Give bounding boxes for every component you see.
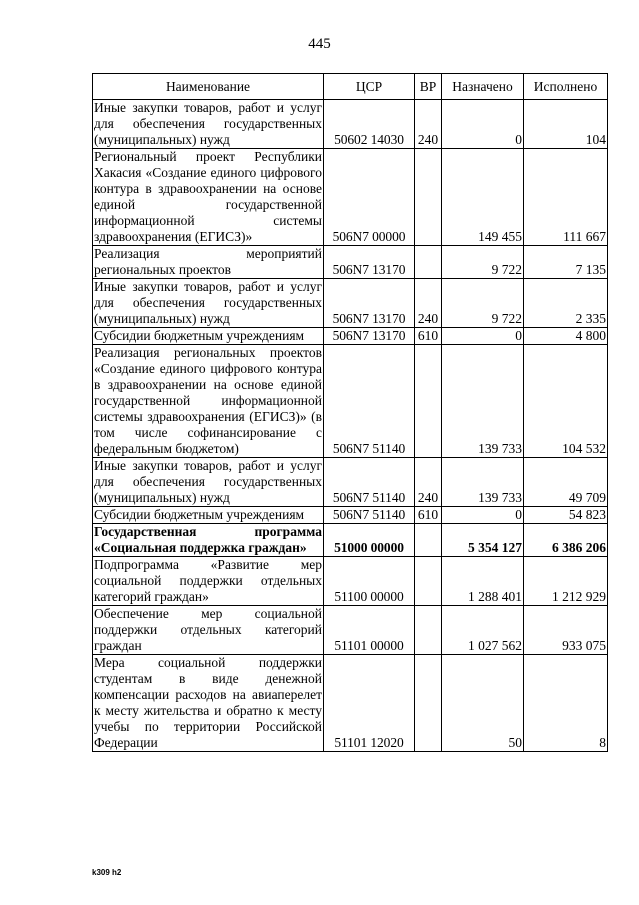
table-row [93, 458, 608, 507]
row-executed: 4 800 [524, 328, 608, 345]
row-csr: 506N7 00000 [324, 149, 415, 246]
row-executed: 49 709 [524, 458, 608, 507]
row-name: Иные закупки товаров, работ и услуг для обеспечения государственных (муниципальных) нужд [94, 279, 322, 326]
row-csr: 51101 00000 [324, 606, 415, 655]
row-vr [415, 606, 442, 655]
row-csr: 51100 00000 [324, 557, 415, 606]
row-name: Субсидии бюджетным учреждениям [93, 507, 324, 524]
row-executed: 6 386 206 [524, 524, 608, 557]
table-header-row [93, 74, 608, 100]
row-executed: 111 667 [524, 149, 608, 246]
table-row [93, 328, 608, 345]
row-name: Субсидии бюджетным учреждениям [93, 328, 324, 345]
row-vr: 240 [415, 100, 442, 149]
row-name: Реализация мероприятий региональных проектов [94, 246, 322, 277]
row-vr: 240 [415, 458, 442, 507]
row-executed: 54 823 [524, 507, 608, 524]
row-name: Государственная программа «Социальная поддержка граждан» [94, 524, 322, 555]
row-vr [415, 345, 442, 458]
row-executed: 933 075 [524, 606, 608, 655]
row-csr: 506N7 13170 [324, 279, 415, 328]
row-vr: 610 [415, 507, 442, 524]
row-vr [415, 655, 442, 752]
row-name: Подпрограмма «Развитие мер социальной поддержки отдельных категорий граждан» [94, 557, 322, 604]
header-executed: Исполнено [524, 74, 608, 100]
row-assigned: 5 354 127 [442, 524, 524, 557]
row-csr: 506N7 51140 [324, 345, 415, 458]
row-csr: 51000 00000 [324, 524, 415, 557]
table-row [93, 246, 608, 279]
row-assigned: 9 722 [442, 246, 524, 279]
row-assigned: 1 288 401 [442, 557, 524, 606]
row-assigned: 0 [442, 328, 524, 345]
row-executed: 104 [524, 100, 608, 149]
row-assigned: 50 [442, 655, 524, 752]
table-row [93, 279, 608, 328]
row-executed: 7 135 [524, 246, 608, 279]
row-assigned: 9 722 [442, 279, 524, 328]
row-vr: 610 [415, 328, 442, 345]
table-row [93, 100, 608, 149]
row-executed: 8 [524, 655, 608, 752]
table-row [93, 507, 608, 524]
table-row [93, 557, 608, 606]
row-csr: 506N7 13170 [324, 246, 415, 279]
table-row-program [93, 524, 608, 557]
row-name: Иные закупки товаров, работ и услуг для обеспечения государственных (муниципальных) нужд [94, 100, 322, 147]
row-csr: 506N7 13170 [324, 328, 415, 345]
header-assigned: Назначено [442, 74, 524, 100]
header-name: Наименование [93, 74, 324, 100]
row-assigned: 149 455 [442, 149, 524, 246]
row-name: Мера социальной поддержки студентам в виде денежной компенсации расходов на авиаперелет к месту жительства и обратно к месту учебы по территории Российской Федерации [94, 655, 322, 750]
row-csr: 50602 14030 [324, 100, 415, 149]
row-vr: 240 [415, 279, 442, 328]
table-row [93, 149, 608, 246]
row-vr [415, 246, 442, 279]
row-name: Иные закупки товаров, работ и услуг для обеспечения государственных (муниципальных) нужд [94, 458, 322, 505]
page-number: 445 [308, 36, 331, 52]
header-vr: ВР [415, 74, 442, 100]
row-assigned: 139 733 [442, 345, 524, 458]
row-assigned: 0 [442, 100, 524, 149]
row-vr [415, 557, 442, 606]
row-name: Обеспечение мер социальной поддержки отдельных категорий граждан [94, 606, 322, 653]
row-csr: 506N7 51140 [324, 507, 415, 524]
table-row [93, 345, 608, 458]
row-csr: 51101 12020 [324, 655, 415, 752]
row-name: Региональный проект Республики Хакасия «Создание единого цифрового контура в здравоохранении на основе единой государственной информационной системы здравоохранения (ЕГИСЗ)» [94, 149, 322, 244]
footer-code: k309 h2 [92, 868, 122, 877]
row-assigned: 0 [442, 507, 524, 524]
table-row [93, 655, 608, 752]
header-csr: ЦСР [324, 74, 415, 100]
row-assigned: 139 733 [442, 458, 524, 507]
row-executed: 104 532 [524, 345, 608, 458]
table-row [93, 606, 608, 655]
row-name: Реализация региональных проектов «Создание единого цифрового контура в здравоохранении на основе единой государственной информационной системы здравоохранения (ЕГИСЗ)» (в том числе софинансирование с федеральным бюджетом) [94, 345, 322, 456]
row-assigned: 1 027 562 [442, 606, 524, 655]
row-vr [415, 149, 442, 246]
row-csr: 506N7 51140 [324, 458, 415, 507]
row-executed: 1 212 929 [524, 557, 608, 606]
row-vr [415, 524, 442, 557]
row-executed: 2 335 [524, 279, 608, 328]
budget-table [92, 73, 608, 752]
